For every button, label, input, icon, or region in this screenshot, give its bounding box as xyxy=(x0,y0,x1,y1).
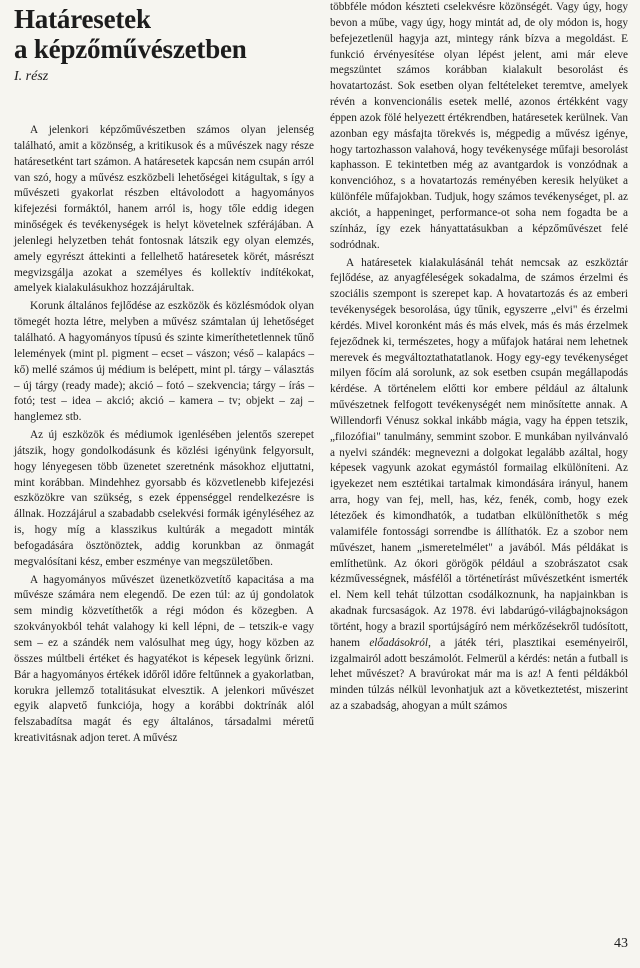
body-paragraph-continued: többféle módon készteti cselekvésre közönségét. Vagy úgy, hogy bevon a műbe, vagy úgy, hogy mintát ad, de oly módon is, hogy befejezetlenül hagyja azt, mintegy ránk bízva a megoldást. E funkció érvényesítése olyan lépést jelent, ami már eleve megszüntet számos korábban kialakult besorolást és hovatartozást. Sok esetben olyan feltételeket teremtve, amelyek révén a konvencionális esetek mellé, azonos értékként vagy éppen azok fölé helyezett értékrendben, határesetek kerülnek. Van azonban egy másfajta törekvés is, mégpedig a művész igénye, hogy tartozhasson valahová, hogy tevékenysége műfaji besorolást kaphasson. E tekintetben még az avantgardok is vonzódnak a konvencióhoz, s a hovatartozás reményében keresik helyüket a különféle műfajokban. Tudjuk, hogy számos tevékenységet, pl. az akciót, a happeninget, performance-ot soha nem fogadta be a színház, így ezek hányattatásukban a képzőművészet felé sodródnak. xyxy=(330,1,628,251)
emphasized-word: előadásokról xyxy=(369,636,429,649)
body-paragraph: A hagyományos művészet üzenetközvetítő kapacitása a ma művésze számára nem elegendő. De ezen túl: az új gondolatok sem mindig közvetíthetők a régi módon és közegben. A szokványokból tehát valahogy ki kell lépni, de – tetszik-e vagy sem – ez a szándék nem valósulhat meg úgy, hogy közben az összes múltbeli értéket és hagyatékot is képesek legyünk őrizni. Bár a hagyományos értékek időről időre feltűnnek a gyakorlatban, korukra jellemző totalitásukat elvesztik. A jelenkori művészet egyik alapvető funkciója, hogy a korábbi doktrínák alól felszabadítsa magát és egy általános, társadalmi méretű kreativitásnak adjon teret. A művész xyxy=(14,573,314,745)
right-column xyxy=(330,0,628,715)
body-text: , a játék téri, plasztikai eseményeiről, izgalmairól adott beszámolót. Felmerül a kérdés: netán a futball is lehet művészet? A bravúrokat már ma is az! A fenti példákból minden túlzás nélkül levonhatjuk azt a következtetést, miszerint az a szabadság, ahogyan a múlt számos xyxy=(330,636,628,713)
title-line-1: Határesetek xyxy=(14,4,151,34)
body-paragraph: Az új eszközök és médiumok igenlésében jelentős szerepet játszik, hogy gondolkodásunk és közlési igényünk felgyorsult, hogy lényegesen több üzenetet szeretnénk másokhoz eljuttatni, mint korábban. Mindehhez gyorsabb és közvetlenebb kifejezési eszközökre van szükség, s ezek éppenséggel rendelkezésre is állnak. Hozzájárul a szabadabb cselekvési formák igényléséhez az is, hogy míg a klasszikus kultúrák a megadott minták befogadására ösztönöztek, addig korunkban az önmagát megvalósítani kész, ember eszménye van megszületőben. xyxy=(14,429,314,568)
title-line-2: a képzőművészetben xyxy=(14,34,247,64)
article-subtitle: I. rész xyxy=(14,69,49,84)
body-paragraph: A jelenkori képzőművészetben számos olyan jelenség található, amit a közönség, a kritikusok és a művészek nagy része határesetként tart számon. A határesetek kapcsán nem csupán arról van szó, hogy a művész eszközbeli lehetőségei kitágultak, s így a művészeti gyakorlat részben eltávolodott a hagyományos kifejezési formáktól, hanem arról is, hogy tőle eddig idegen minőségek és tevékenységek is helyt követelnek szférájában. A jelenlegi helyzetben tehát fontosnak látszik egy olyan elemzés, amely egyrészt áttekinti a fellelhető határesetek körét, másrészt megvizsgálja azokat a személyes és kollektív indítékokat, amelyek kialakulásukhoz hozzájárultak. xyxy=(14,124,314,295)
left-column xyxy=(14,0,314,747)
body-paragraph xyxy=(330,256,628,715)
body-paragraph: Korunk általános fejlődése az eszközök és közlésmódok olyan tömegét hozta létre, melyben a művész számtalan új lehetőséget található. A hagyományos típusú és szinte kimeríthetetlennek tűnő lelemények (mint pl. pigment – ecset – vászon; véső – kalapács – kő) mellé számos új médium is belépett, mint pl. tárgy – választás – új tárgy (ready made); akció – fotó – szekvencia; tárgy – írás – fotó; test – idea – akció; akció – kamera – tv; objekt – zaj – hanglemez stb. xyxy=(14,300,314,424)
article-title xyxy=(14,4,314,64)
body-text: A határesetek kialakulásánál tehát nemcsak az eszköztár fejlődése, az anyagféleségek sokadalma, de számos érzelmi és szociális szempont is szerepet kap. A hovatartozás és az emberi tevékenységek besorolása, úgy tűnik, egyszerre „elvi" és érzelmi kérdés. Mivel koronként más és más elvek, más és más érzelmek fejeződnek ki, természetes, hogy a műfajok határai nem lehetnek merevek és megváltoztathatatlanok. Hogy egy-egy tevékenységet milyen főcím alá sorolunk, az sok esetben csupán megállapodás kérdése. A történelem előtti kor embere például az általunk művészetnek felfogott tevékenységét nem minősítette annak. A Willendorfi Vénusz sokkal inkább mágia, vagy ha éppen tetszik, „filozófiai" tanulmány, semmint szobor. E munkában nyilvánvaló a nyelvi szándék: megnevezni a dolgokat legalább azáltal, hogy képesek vagyunk azokat egymástól formailag elkülöníteni. Az igyekezet nem esztétikai tartalmak kimondására irányul, hanem arra, hogy van fej, mell, has, kéz, fenék, comb, hogy ezek létezőek és kimondhatók, a tudatban elkülöníthetők s még valamiféle fontossági sorrendbe is állíthatók. Ez a szobor nem művészet, hanem „ismeretelmélet" a javából. Más példákat is említhetünk. Az ókori görögök például a szobrászatot csak kézművességnek, másfélől a történetírást művészetként ismerték el. Nem kell tehát túlzottan csodálkoznunk, ha napjainkban is akadnak furcsaságok. Az 1978. évi labdarúgó-világbajnokságon történt, hogy a brazil sportújságíró nem mérkőzésekről tudósított, hanem xyxy=(330,256,628,649)
page-number: 43 xyxy=(614,936,628,951)
